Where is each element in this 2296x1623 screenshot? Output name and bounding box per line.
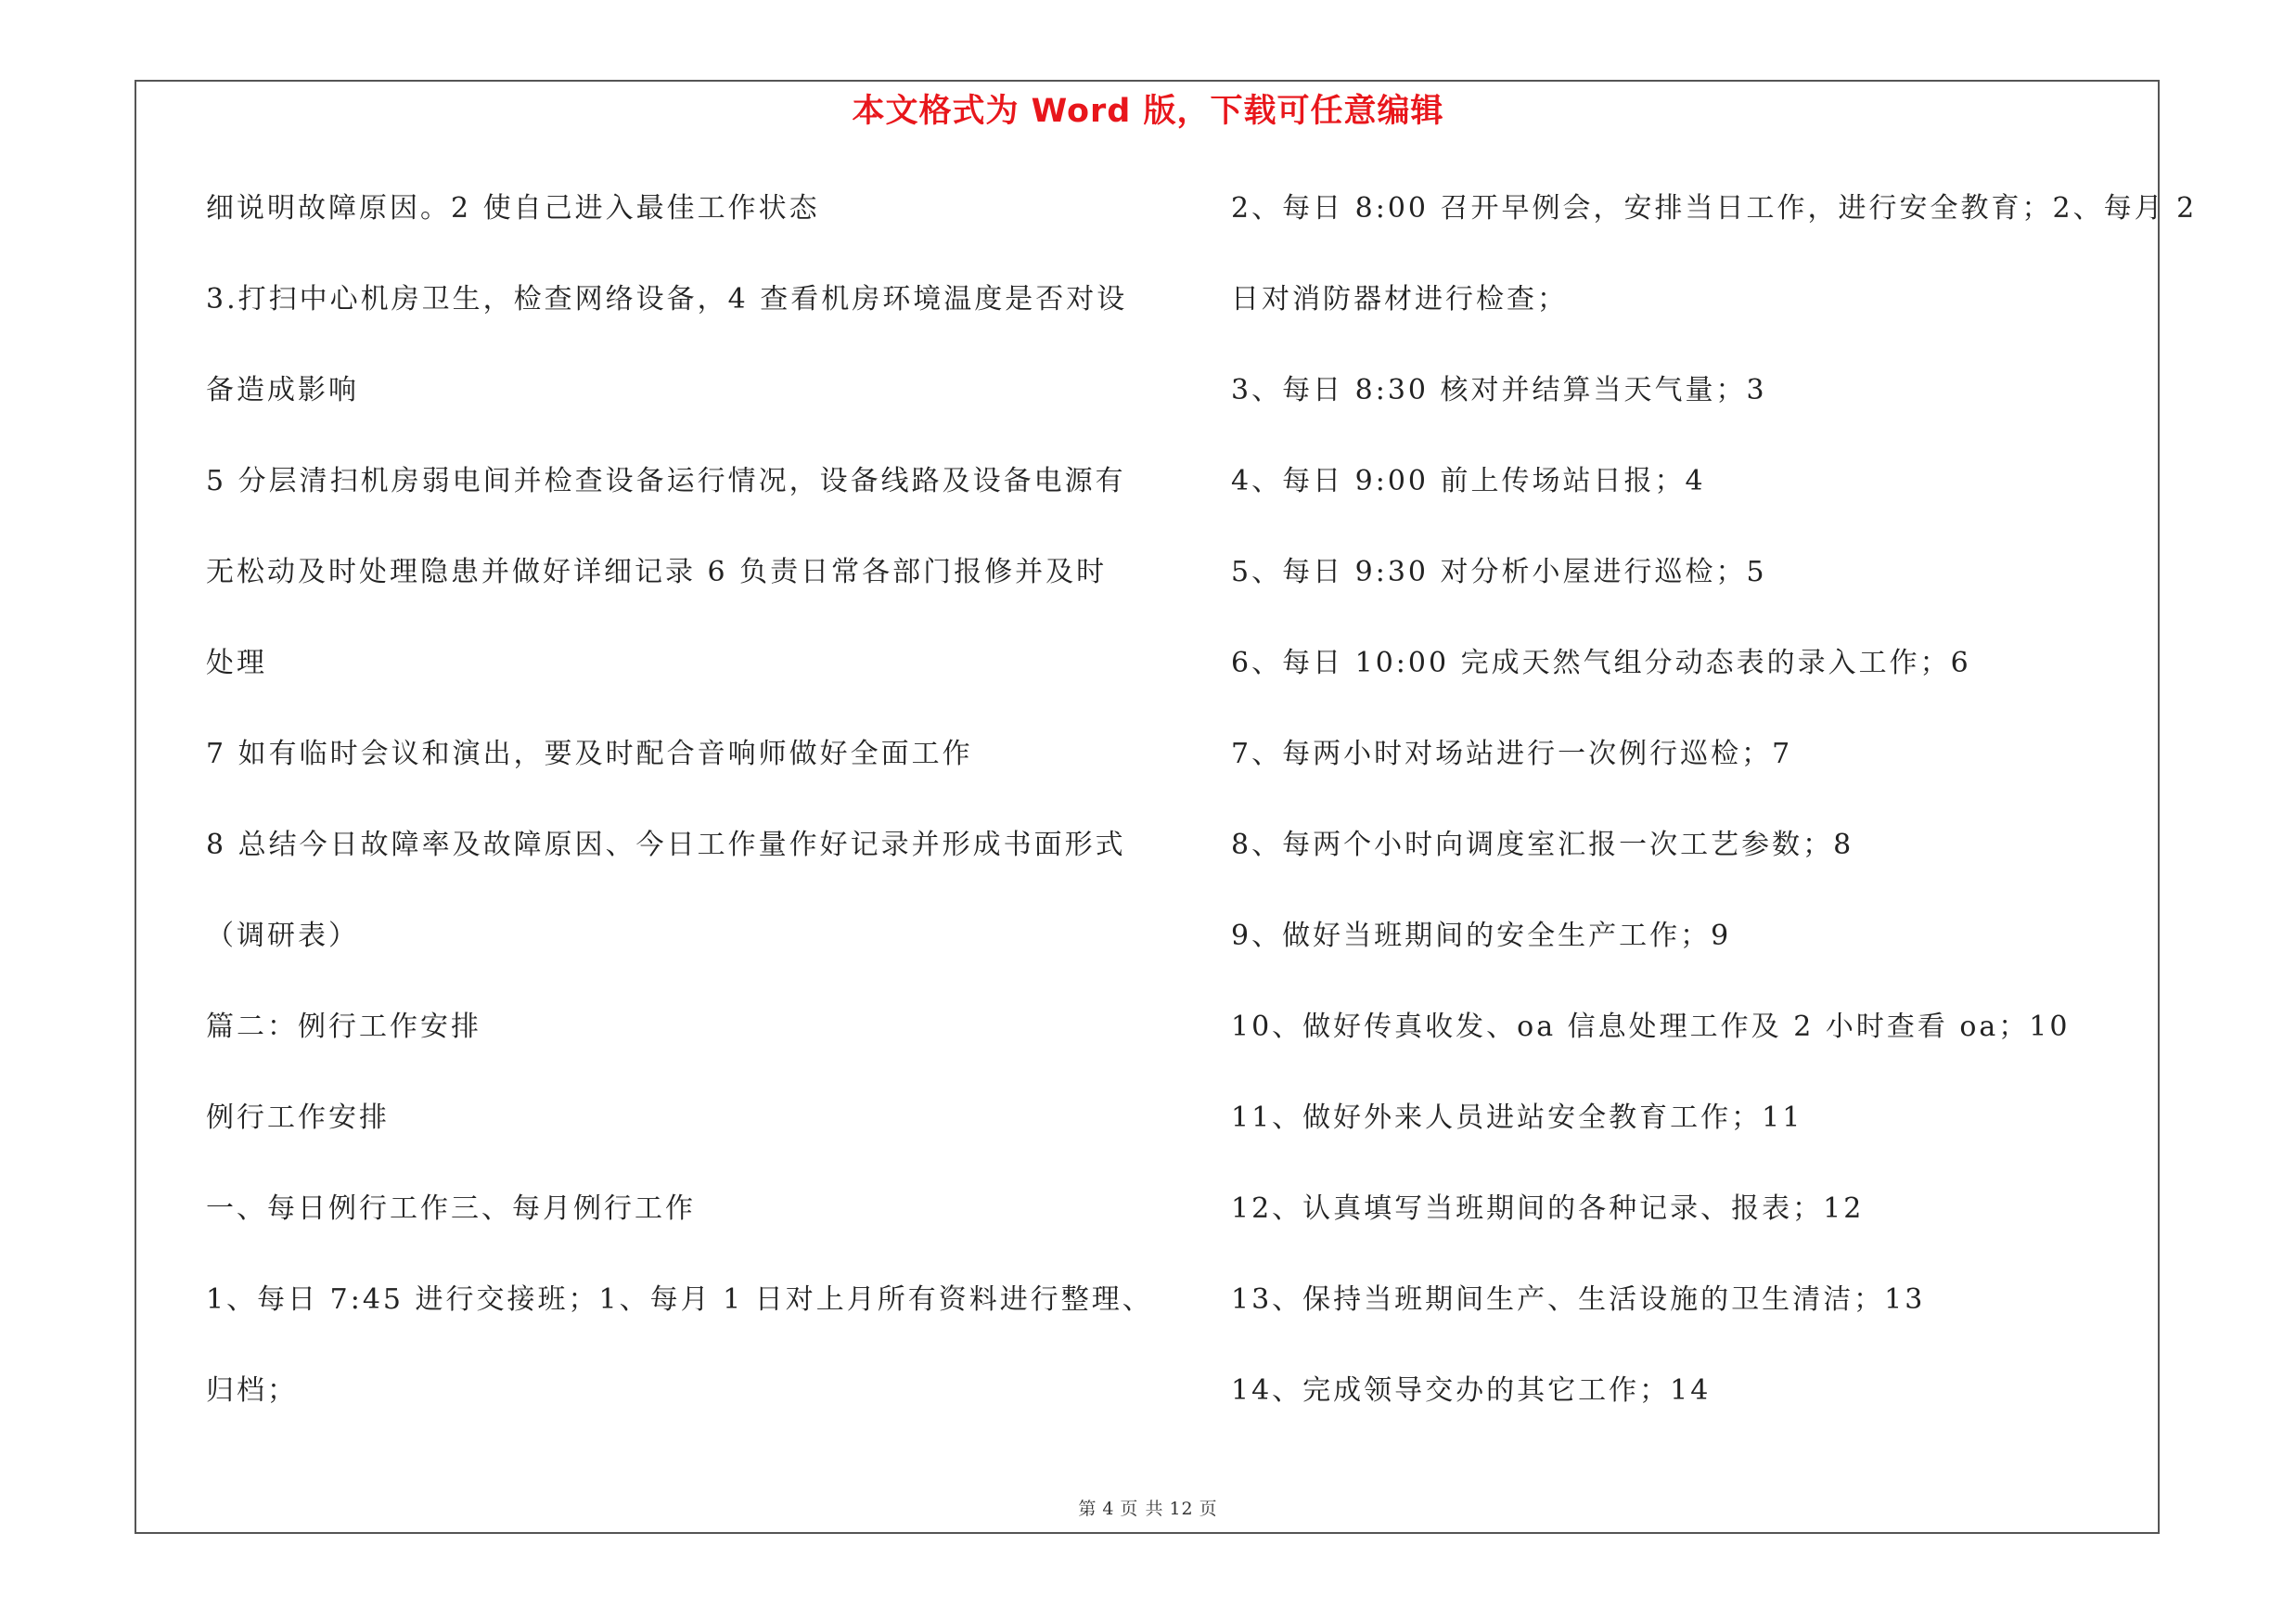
text-line: 处理 xyxy=(206,647,267,679)
text-line: 7、每两小时对场站进行一次例行巡检；7 xyxy=(1231,738,1793,770)
text-line: 3、每日 8:30 核对并结算当天气量；3 xyxy=(1231,374,1767,406)
text-line: 12、认真填写当班期间的各种记录、报表；12 xyxy=(1231,1192,1865,1225)
text-line: 10、做好传真收发、oa 信息处理工作及 2 小时查看 oa；10 xyxy=(1231,1011,2071,1043)
text-line: 日对消防器材进行检查； xyxy=(1231,283,1568,316)
text-line: 11、做好外来人员进站安全教育工作；11 xyxy=(1231,1101,1803,1134)
text-line: 1、每日 7:45 进行交接班；1、每月 1 日对上月所有资料进行整理、 xyxy=(206,1283,1153,1316)
section-heading: 篇二：例行工作安排 xyxy=(206,1011,481,1043)
text-line: 13、保持当班期间生产、生活设施的卫生清洁；13 xyxy=(1231,1283,1926,1316)
text-line: 9、做好当班期间的安全生产工作；9 xyxy=(1231,920,1732,952)
text-line: 无松动及时处理隐患并做好详细记录 6 负责日常各部门报修并及时 xyxy=(206,556,1108,588)
text-line: 归档； xyxy=(206,1374,298,1407)
text-line: 5 分层清扫机房弱电间并检查设备运行情况，设备线路及设备电源有 xyxy=(206,465,1126,497)
text-line: 一、每日例行工作三、每月例行工作 xyxy=(206,1192,696,1225)
text-line: （调研表） xyxy=(206,920,359,952)
right-column xyxy=(1231,186,2198,1459)
text-line: 5、每日 9:30 对分析小屋进行巡检；5 xyxy=(1231,556,1767,588)
page-total: 12 xyxy=(1169,1499,1194,1519)
footer-middle: 页 共 xyxy=(1120,1499,1164,1519)
section-title: 例行工作安排 xyxy=(206,1101,390,1134)
text-line: 4、每日 9:00 前上传场站日报；4 xyxy=(1231,465,1706,497)
footer-suffix: 页 xyxy=(1199,1499,1218,1519)
text-line: 8 总结今日故障率及故障原因、今日工作量作好记录并形成书面形式 xyxy=(206,829,1126,861)
text-line: 8、每两个小时向调度室汇报一次工艺参数；8 xyxy=(1231,829,1854,861)
page-footer xyxy=(0,1495,2296,1520)
footer-prefix: 第 xyxy=(1078,1499,1097,1519)
text-line: 7 如有临时会议和演出，要及时配合音响师做好全面工作 xyxy=(206,738,973,770)
page-number: 4 xyxy=(1102,1499,1115,1519)
text-line: 14、完成领导交办的其它工作；14 xyxy=(1231,1374,1712,1407)
left-column xyxy=(206,186,1153,1459)
text-line: 细说明故障原因。2 使自己进入最佳工作状态 xyxy=(206,192,820,225)
format-banner: 本文格式为 Word 版，下载可任意编辑 xyxy=(852,93,1444,130)
text-line: 3.打扫中心机房卫生，检查网络设备，4 查看机房环境温度是否对设 xyxy=(206,283,1128,316)
text-line: 6、每日 10:00 完成天然气组分动态表的录入工作；6 xyxy=(1231,647,1971,679)
text-line: 备造成影响 xyxy=(206,374,359,406)
text-line: 2、每日 8:00 召开早例会，安排当日工作，进行安全教育；2、每月 2 xyxy=(1231,192,2198,225)
